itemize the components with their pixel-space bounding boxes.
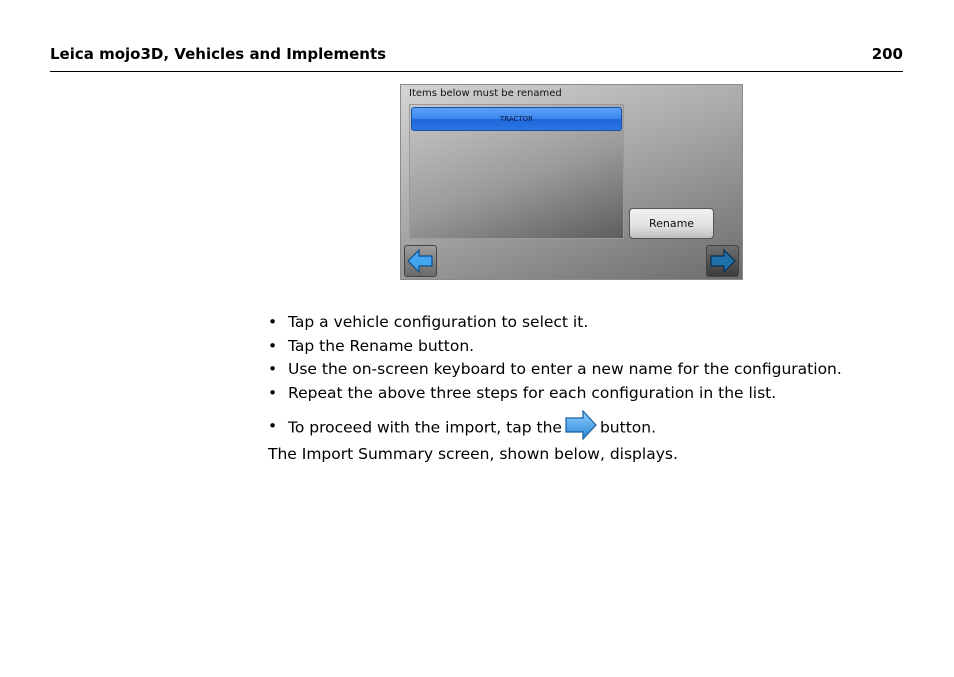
step-item: • Tap a vehicle configuration to select it. [268, 312, 842, 336]
step-item: • Repeat the above three steps for each configuration in the list. [268, 383, 842, 407]
header-rule [50, 71, 903, 72]
rename-screen-screenshot [400, 84, 743, 280]
summary-text: The Import Summary screen, shown below, displays. [268, 445, 678, 463]
proceed-text-before: To proceed with the import, tap the [288, 418, 562, 437]
proceed-text-after: button. [599, 418, 657, 437]
rename-button[interactable]: Rename [629, 208, 714, 239]
page-number: 200 [871, 45, 903, 63]
instruction-steps [268, 312, 842, 406]
forward-button[interactable] [706, 245, 739, 277]
arrow-right-icon [709, 248, 736, 274]
arrow-right-icon [565, 410, 597, 440]
step-item: • Tap the Rename button. [268, 336, 842, 360]
screen-caption: Items below must be renamed [409, 88, 562, 99]
proceed-step [268, 416, 656, 440]
back-button[interactable] [404, 245, 437, 277]
header-title: Leica mojo3D, Vehicles and Implements [50, 45, 387, 63]
item-list [409, 104, 624, 239]
step-item: • Use the on-screen keyboard to enter a new name for the configuration. [268, 359, 842, 383]
arrow-left-icon [407, 248, 434, 274]
list-item-tractor[interactable]: TRACTOR [411, 107, 622, 131]
